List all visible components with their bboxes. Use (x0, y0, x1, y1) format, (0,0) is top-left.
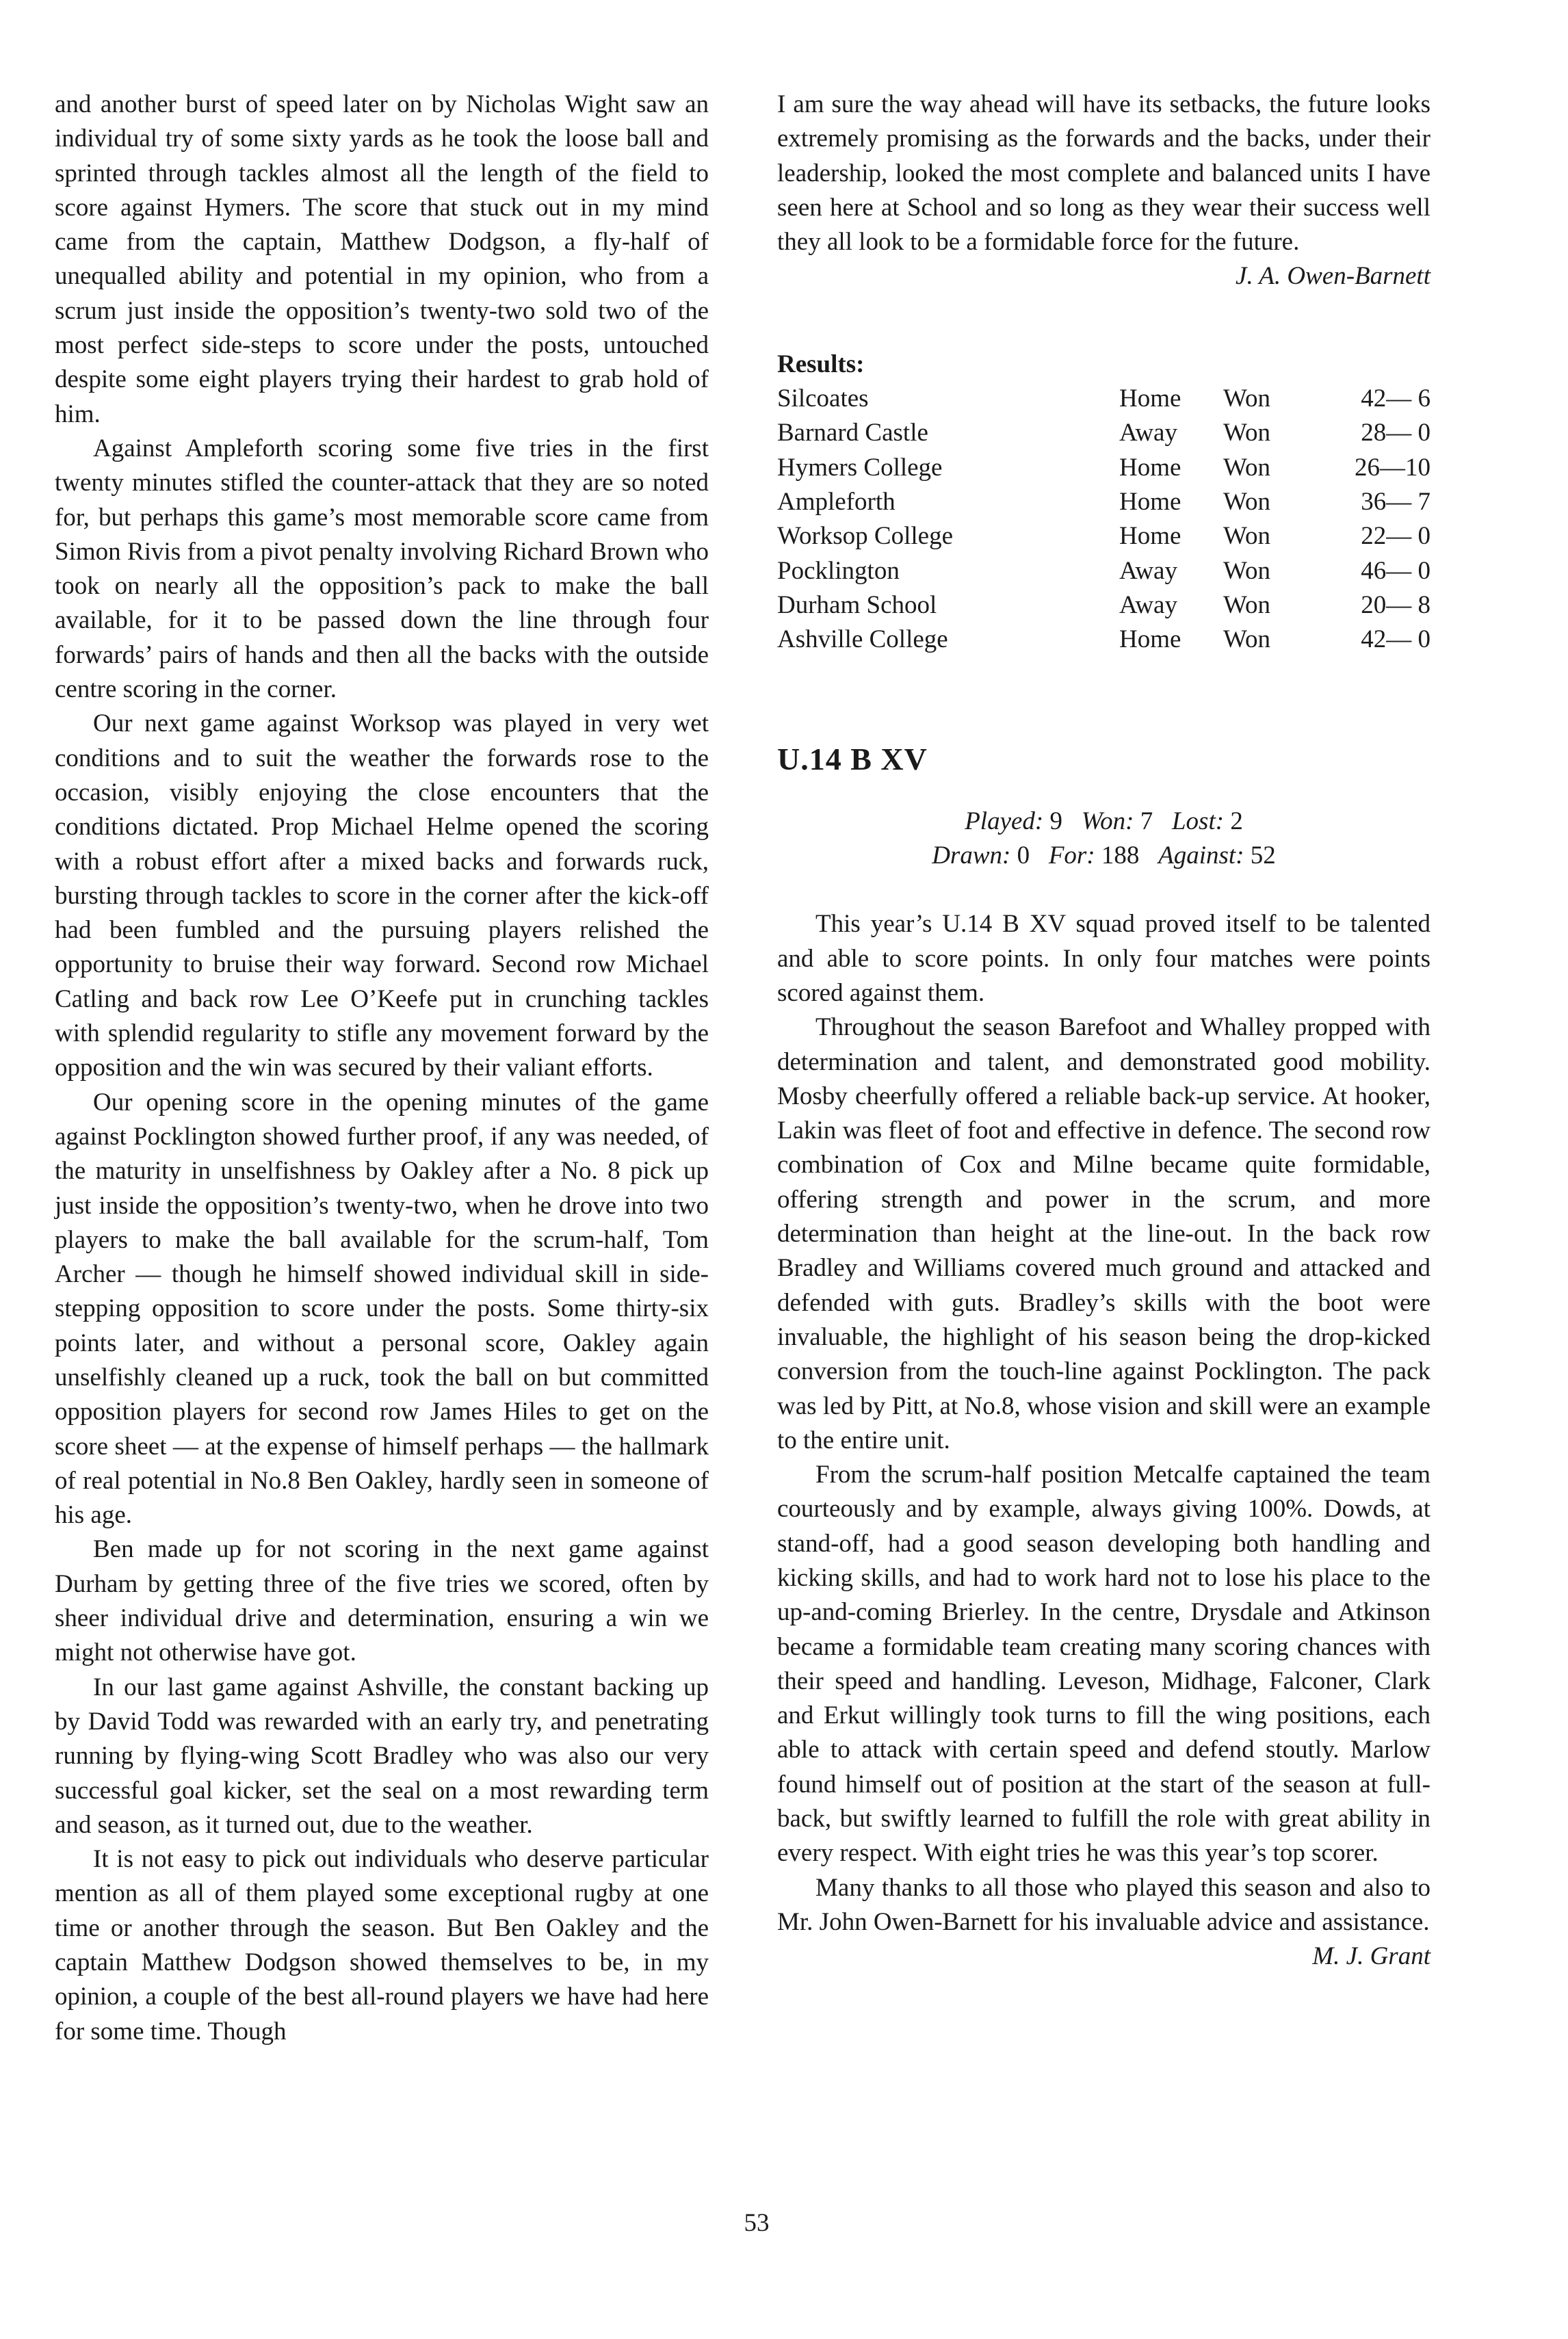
section-title: U.14 B XV (777, 742, 928, 777)
article-paragraph: Many thanks to all those who played this season and also to Mr. John Owen-Barnett for his invaluable advice and assistance. (777, 1873, 1430, 1936)
right-column (777, 88, 1430, 1974)
match-score: 46— 0 (1361, 556, 1430, 585)
match-score: 42— 6 (1361, 384, 1430, 413)
article-paragraph: From the scrum-half position Metcalfe captained the team courteously and by example, always giving 100%. Dowds, at stand-off, had a good season developing both handling and kicking skills, and had to work hard not to lose his place to the up-and-coming Brierley. In the centre, Drysdale and Atkinson became a formidable team creating many scoring chances with their speed and handling. Leveson, Midhage, Falconer, Clark and Erkut willingly took turns to fill the wing positions, each able to attack with certain speed and defend stoutly. Marlow found himself out of position at the start of the season at full-back, but swiftly learned to fulfill the role with great ability in every respect. With eight tries he was this year’s top scorer. (777, 1461, 1430, 1868)
team-name: Barnard Castle (777, 419, 928, 447)
table-row (777, 485, 1430, 519)
match-score: 26—10 (1355, 453, 1430, 482)
match-result: Won (1223, 522, 1270, 551)
team-name: Pocklington (777, 556, 900, 585)
results-heading: Results: (777, 350, 865, 378)
table-row (777, 451, 1430, 485)
team-name: Hymers College (777, 453, 943, 482)
team-name: Ampleforth (777, 487, 896, 516)
team-name: Ashville College (777, 625, 948, 654)
venue: Home (1119, 384, 1181, 413)
table-row (777, 554, 1430, 588)
against-label: Against: (1158, 841, 1244, 870)
match-score: 20— 8 (1361, 590, 1430, 619)
article-paragraph: Our opening score in the opening minutes of the game against Pocklington showed further proof, if any was needed, of the maturity in unselfishness by Oakley after a No. 8 pick up just inside the opposition’s twenty-two, when he drove into two players to make the ball available for the scrum-half, Tom Archer — though he himself showed individual skill in side-stepping opposition to score under the posts. Some thirty-six points later, and without a personal score, Oakley again unselfishly cleaned up a ruck, took the ball on but committed opposition players for second row James Hiles to get on the score sheet — at the expense of himself perhaps — the hallmark of real potential in No.8 Ben Oakley, hardly seen in someone of his age. (55, 1088, 709, 1530)
table-row (777, 588, 1430, 623)
page-number: 53 (744, 2209, 770, 2237)
team-name: Durham School (777, 590, 937, 619)
author-signature: M. J. Grant (1312, 1942, 1430, 1971)
drawn-value: 0 (1017, 841, 1030, 870)
team-name: Worksop College (777, 522, 954, 551)
article-paragraph: It is not easy to pick out individuals who deserve particular mention as all of them played some exceptional rugby at one time or another through the season. But Ben Oakley and the captain Matthew Dodgson showed themselves to be, in my opinion, a couple of the best all-round players we have had here for some time. Though (55, 1845, 709, 2046)
season-stats-line-2 (777, 839, 1430, 873)
match-result: Won (1223, 453, 1270, 482)
left-column (55, 88, 709, 2049)
article-paragraph: and another burst of speed later on by Nicholas Wight saw an individual try of some sixty yards as he took the loose ball and sprinted through tackles almost all the length of the field to score against Hymers. The score that stuck out in my mind came from the captain, Matthew Dodgson, a fly-half of unequalled ability and potential in my opinion, who from a scrum just inside the opposition’s twenty-two sold two of the most perfect side-steps to score under the posts, untouched despite some eight players trying their hardest to grab hold of him. (55, 90, 709, 428)
article-paragraph: Ben made up for not scoring in the next game against Durham by getting three of the five tries we scored, often by sheer individual drive and determination, ensuring a win we might not otherwise have got. (55, 1535, 709, 1667)
lost-label: Lost: (1171, 807, 1225, 835)
venue: Home (1119, 522, 1181, 551)
venue: Home (1119, 487, 1181, 516)
drawn-label: Drawn: (932, 841, 1011, 870)
against-value: 52 (1250, 841, 1276, 870)
table-row (777, 416, 1430, 450)
article-paragraph: I am sure the way ahead will have its setbacks, the future looks extremely promising as the forwards and the backs, under their leadership, looked the most complete and balanced units I have seen here at School and so long as they wear their success well they all look to be a formidable force for the future. (777, 90, 1430, 257)
article-paragraph: In our last game against Ashville, the constant backing up by David Todd was rewarded with an early try, and penetrating running by flying-wing Scott Bradley who was also our very successful goal kicker, set the seal on a most rewarding term and season, as it turned out, due to the weather. (55, 1673, 709, 1839)
match-result: Won (1223, 590, 1270, 619)
venue: Away (1119, 590, 1177, 619)
article-paragraph: Throughout the season Barefoot and Whalley propped with determination and talent, and demonstrated good mobility. Mosby cheerfully offered a reliable back-up service. At hooker, Lakin was fleet of foot and effective in defence. The second row combination of Cox and Milne became quite formidable, offering strength and power in the scrum, and more determination than height at the line-out. In the back row Bradley and Williams covered much ground and attacked and defended with guts. Bradley’s skills with the boot were invaluable, the highlight of his season being the drop-kicked conversion from the touch-line against Pocklington. The pack was led by Pitt, at No.8, whose vision and skill were an example to the entire unit. (777, 1013, 1430, 1454)
match-result: Won (1223, 487, 1270, 516)
venue: Away (1119, 419, 1177, 447)
venue: Away (1119, 556, 1177, 585)
played-label: Played: (965, 807, 1044, 835)
match-score: 22— 0 (1361, 522, 1430, 551)
table-row (777, 519, 1430, 553)
won-label: Won: (1081, 807, 1134, 835)
table-row (777, 623, 1430, 657)
article-paragraph: Our next game against Worksop was played in very wet conditions and to suit the weather the forwards rose to the occasion, visibly enjoying the close encounters that the conditions dictated. Prop Michael Helme opened the scoring with a robust effort after a mixed backs and forwards ruck, bursting through tackles to score in the corner after the kick-off had been fumbled and the pursuing players relished the opportunity to bruise their way forward. Second row Michael Catling and back row Lee O’Keefe put in crunching tackles with splendid regularity to stifle any movement forward by the opposition and the win was secured by their valiant efforts. (55, 709, 709, 1082)
match-result: Won (1223, 384, 1270, 413)
played-value: 9 (1049, 807, 1062, 835)
match-result: Won (1223, 556, 1270, 585)
won-value: 7 (1140, 807, 1153, 835)
for-value: 188 (1101, 841, 1140, 870)
author-signature: J. A. Owen-Barnett (1236, 262, 1430, 291)
results-table (777, 382, 1430, 657)
match-result: Won (1223, 419, 1270, 447)
team-name: Silcoates (777, 384, 869, 413)
article-paragraph: This year’s U.14 B XV squad proved itself to be talented and able to score points. In only four matches were points scored against them. (777, 910, 1430, 1007)
match-score: 36— 7 (1361, 487, 1430, 516)
lost-value: 2 (1230, 807, 1243, 835)
match-score: 28— 0 (1361, 419, 1430, 447)
venue: Home (1119, 625, 1181, 654)
match-score: 42— 0 (1361, 625, 1430, 654)
table-row (777, 382, 1430, 416)
venue: Home (1119, 453, 1181, 482)
match-result: Won (1223, 625, 1270, 654)
for-label: For: (1048, 841, 1095, 870)
season-stats-line-1 (777, 805, 1430, 839)
article-paragraph: Against Ampleforth scoring some five tries in the first twenty minutes stifled the counter-attack that they are so noted for, but perhaps this game’s most memorable score came from Simon Rivis from a pivot penalty involving Richard Brown who took on nearly all the opposition’s pack to make the ball available, for it to be passed down the line through four forwards’ pairs of hands and then all the backs with the outside centre scoring in the corner. (55, 434, 709, 704)
